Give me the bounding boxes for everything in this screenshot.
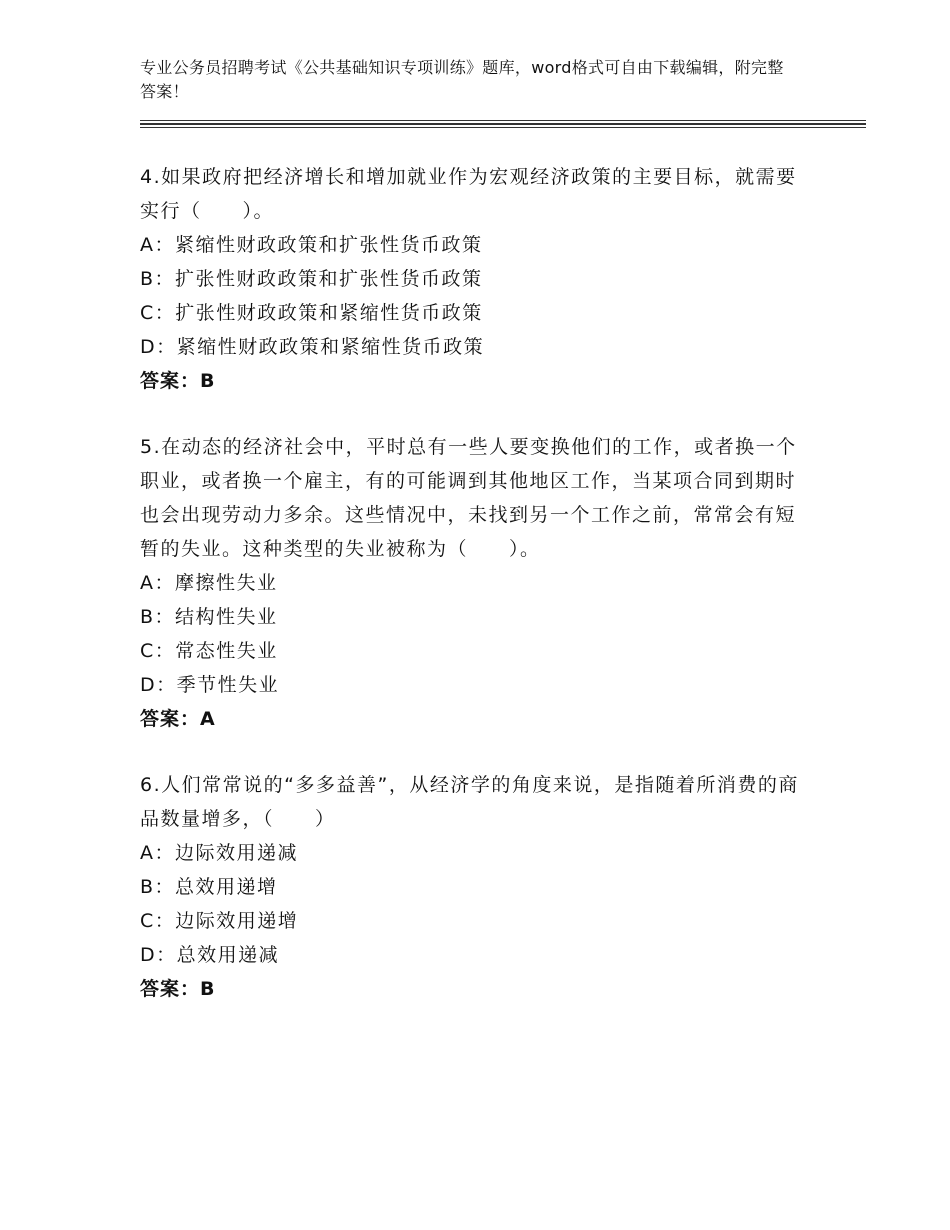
- option-a: A：紧缩性财政政策和扩张性货币政策: [140, 234, 483, 256]
- page-header: 专业公务员招聘考试《公共基础知识专项训练》题库，word格式可自由下载编辑，附完整答案！: [140, 58, 784, 101]
- question-stem: 5.在动态的经济社会中，平时总有一些人要变换他们的工作，或者换一个职业，或者换一个雇主，有的可能调到其他地区工作，当某项合同到期时也会出现劳动力多余。这些情况中，未找到另一个工作之前，常常会有短暂的失业。这种类型的失业被称为（ ）。: [140, 436, 797, 560]
- header-rule-bottom: [140, 127, 866, 128]
- option-c: C：常态性失业: [140, 640, 278, 662]
- option-c: C：扩张性财政政策和紧缩性货币政策: [140, 302, 483, 324]
- answer-label: 答案：B: [140, 978, 216, 1000]
- option-d: D：紧缩性财政政策和紧缩性货币政策: [140, 336, 485, 358]
- question-4: [140, 160, 800, 398]
- question-6: [140, 768, 800, 1006]
- option-b: B：扩张性财政政策和扩张性货币政策: [140, 268, 483, 290]
- option-b: B：总效用递增: [140, 876, 278, 898]
- answer-label: 答案：B: [140, 370, 216, 392]
- option-a: A：边际效用递减: [140, 842, 298, 864]
- question-list: [140, 160, 800, 1038]
- option-b: B：结构性失业: [140, 606, 278, 628]
- question-stem: 4.如果政府把经济增长和增加就业作为宏观经济政策的主要目标，就需要实行（ ）。: [140, 166, 797, 222]
- option-d: D：季节性失业: [140, 674, 280, 696]
- question-stem: 6.人们常常说的“多多益善”，从经济学的角度来说，是指随着所消费的商品数量增多，（ ）: [140, 774, 799, 830]
- option-c: C：边际效用递增: [140, 910, 299, 932]
- answer-label: 答案：A: [140, 708, 216, 730]
- option-a: A：摩擦性失业: [140, 572, 278, 594]
- question-5: [140, 430, 800, 736]
- option-d: D：总效用递减: [140, 944, 280, 966]
- header-rule-middle: [140, 123, 866, 125]
- header-rule-top: [140, 120, 866, 121]
